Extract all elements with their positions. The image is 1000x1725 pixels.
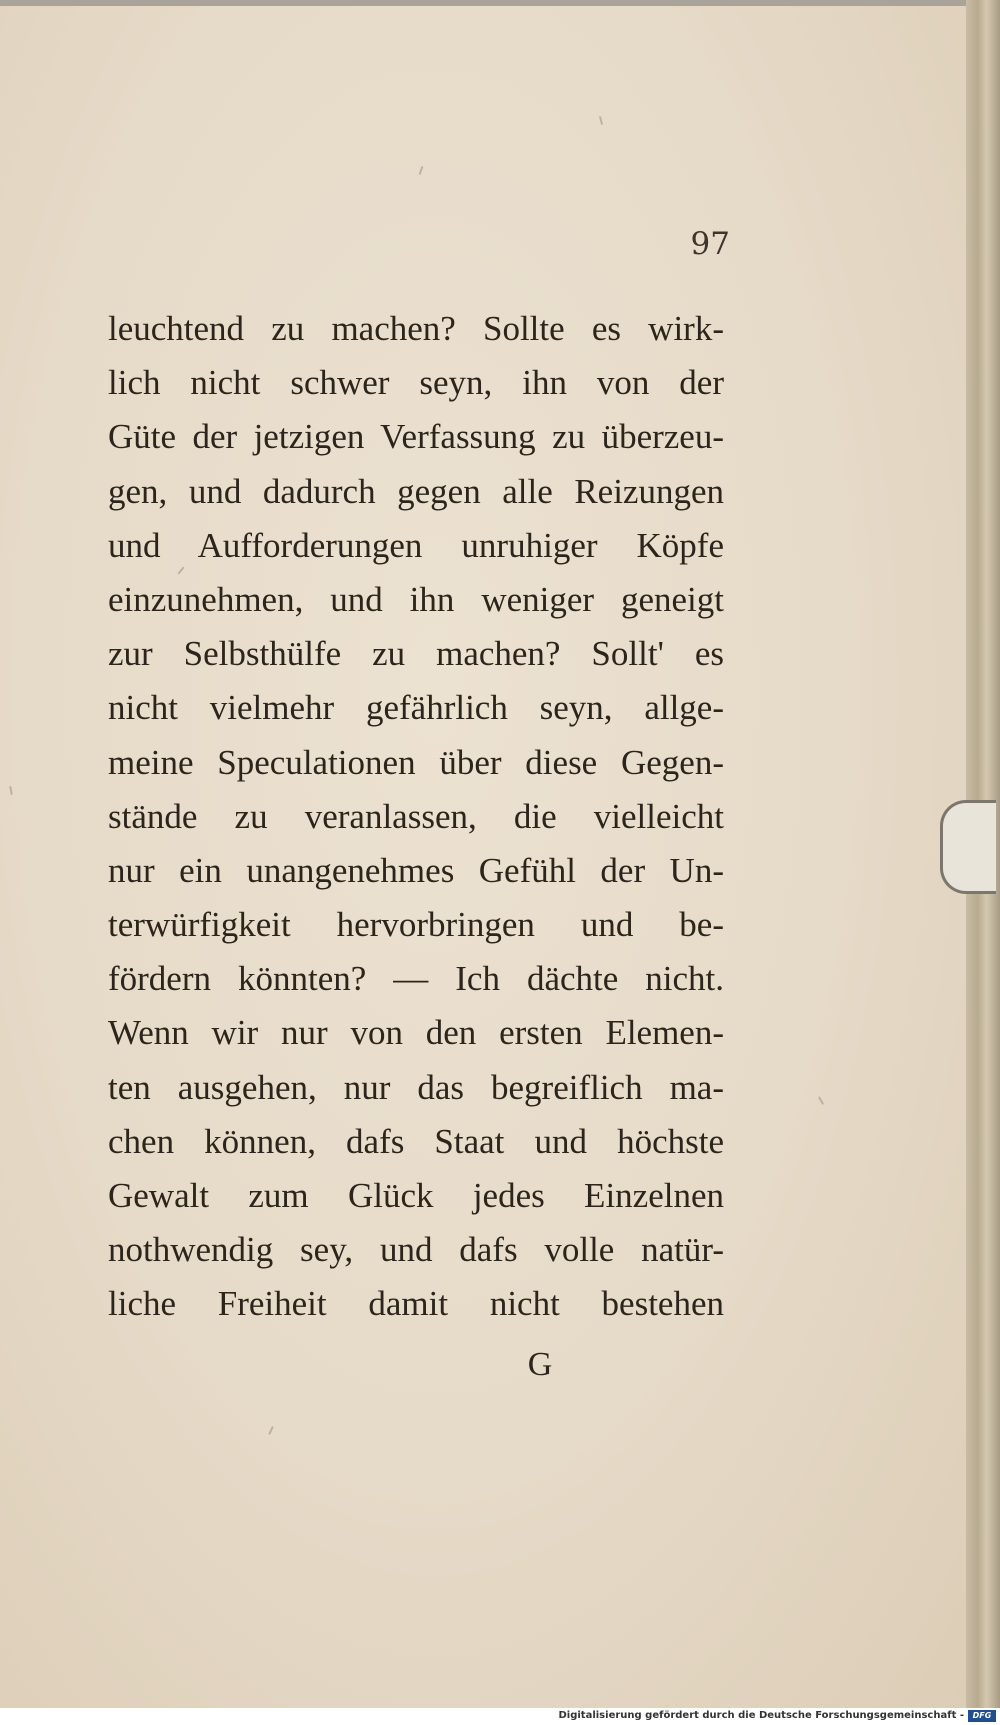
text-line: nothwendig sey, und dafs volle natür- xyxy=(108,1230,724,1270)
text-line: fördern könnten? — Ich dächte nicht. xyxy=(108,959,724,999)
paper-speck xyxy=(268,1426,274,1435)
text-line: stände zu veranlassen, die vielleicht xyxy=(108,796,724,836)
text-line: ten ausgehen, nur das begreiflich ma- xyxy=(108,1067,724,1107)
text-line: lich nicht schwer seyn, ihn von der xyxy=(108,363,724,403)
text-line: meine Speculationen über diese Gegen- xyxy=(108,742,724,782)
text-line: einzunehmen, und ihn weniger geneigt xyxy=(108,579,724,619)
text-line: nur ein unangenehmes Gefühl der Un- xyxy=(108,850,724,890)
footer-bar xyxy=(0,1708,1000,1725)
text-line: Gewalt zum Glück jedes Einzelnen xyxy=(108,1176,724,1215)
text-line: terwürfigkeit hervorbringen und be- xyxy=(108,905,724,945)
text-line: gen, und dadurch gegen alle Reizungen xyxy=(108,471,724,511)
paper-speck xyxy=(599,116,603,125)
text-line: chen können, dafs Staat und höchste xyxy=(108,1121,724,1161)
text-line: liche Freiheit damit nicht bestehen xyxy=(108,1284,724,1324)
footer-credit: Digitalisierung gefördert durch die Deutsche Forschungsgemeinschaft - xyxy=(558,1710,964,1721)
bookmark-tab xyxy=(940,800,996,894)
paper-speck xyxy=(818,1096,824,1105)
text-line: nicht vielmehr gefährlich seyn, allge- xyxy=(108,688,724,728)
paper-speck xyxy=(9,786,13,795)
text-line: Güte der jetzigen Verfassung zu überzeu- xyxy=(108,417,724,457)
text-line: Wenn wir nur von den ersten Elemen- xyxy=(108,1013,724,1053)
dfg-logo-icon: DFG xyxy=(968,1710,996,1722)
text-line: und Aufforderungen unruhiger Köpfe xyxy=(108,525,724,565)
paper-speck xyxy=(419,166,424,175)
page-number: 97 xyxy=(690,226,730,262)
body-text xyxy=(108,302,724,1332)
signature-mark: G xyxy=(527,1346,553,1383)
text-line: zur Selbsthülfe zu machen? Sollt' es xyxy=(108,634,724,674)
text-line: leuchtend zu machen? Sollte es wirk- xyxy=(108,309,724,348)
